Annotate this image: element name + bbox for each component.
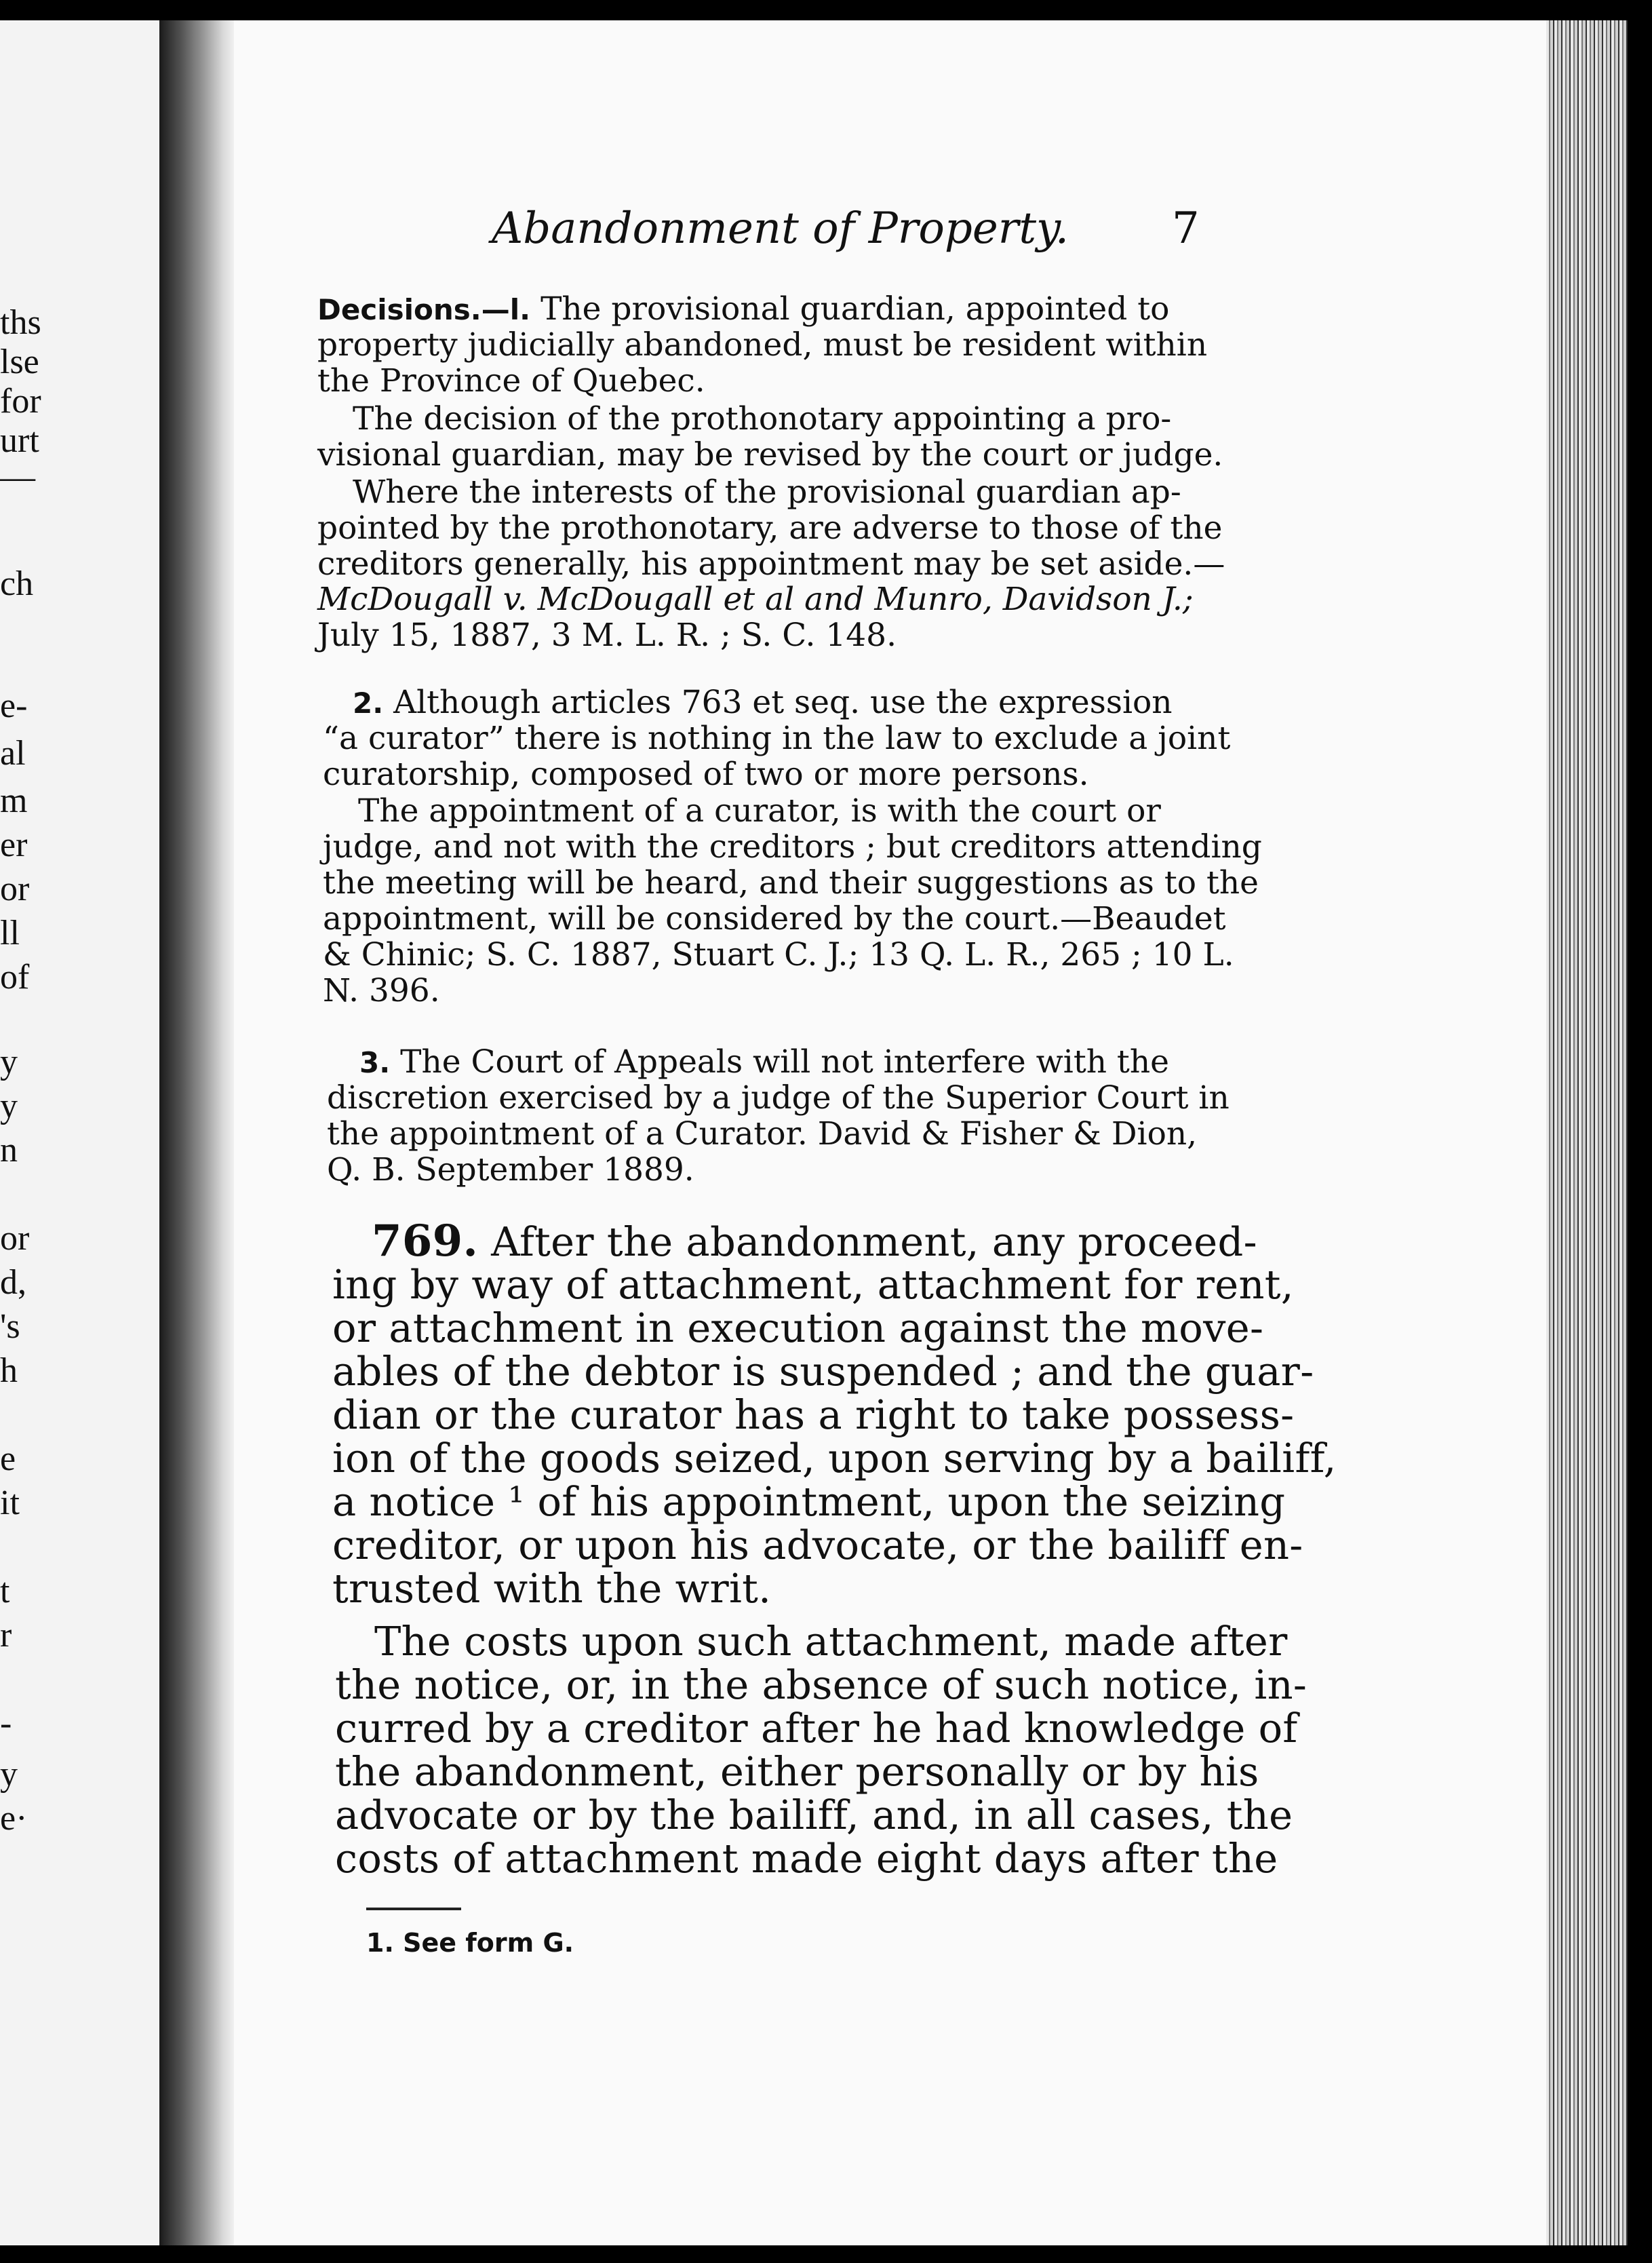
decision-line: The provisional guardian, appointed to — [540, 290, 1170, 328]
article-line: creditor, or upon his advocate, or the bailiff en- — [332, 1522, 1303, 1568]
decision-line: The decision of the prothonotary appointing a pro- — [353, 400, 1172, 438]
left-fragment: h — [0, 1351, 18, 1390]
left-fragment: or — [0, 870, 30, 908]
left-fragment: d, — [0, 1263, 26, 1302]
decision-line: discretion exercised by a judge of the Superior Court in — [327, 1079, 1230, 1117]
left-fragment: e· — [0, 1799, 28, 1838]
footnote: 1. See form G. — [366, 1928, 574, 1958]
decision-line: “a curator” there is nothing in the law to exclude a joint — [323, 720, 1231, 757]
left-fragment: m — [0, 781, 28, 820]
book-gutter — [159, 20, 234, 2245]
left-fragment: ch — [0, 564, 34, 603]
decision-line: the Province of Quebec. — [317, 362, 705, 400]
decision-2-first-line — [353, 685, 1173, 721]
decision-number: l. — [509, 293, 531, 326]
left-fragment: for — [0, 382, 41, 421]
article-line: the notice, or, in the absence of such notice, in- — [335, 1661, 1307, 1708]
decision-line: The Court of Appeals will not interfere with the — [400, 1043, 1169, 1081]
decision-line: appointment, will be considered by the court.—Beaudet — [323, 900, 1226, 937]
left-fragment: it — [0, 1484, 20, 1522]
decision-line: visional guardian, may be revised by the court or judge. — [317, 436, 1223, 473]
article-line: curred by a creditor after he had knowledge of — [335, 1705, 1298, 1752]
decision-line: Although articles 763 et seq. use the expression — [393, 684, 1173, 721]
decision-line: judge, and not with the creditors ; but creditors attending — [323, 828, 1262, 866]
decision-1-first-line — [317, 292, 1169, 328]
decision-3-first-line — [359, 1045, 1169, 1081]
decision-line: Q. B. September 1889. — [327, 1151, 694, 1188]
article-line: The costs upon such attachment, made after — [374, 1618, 1288, 1665]
decision-line: the meeting will be heard, and their suggestions as to the — [323, 864, 1259, 902]
left-fragment: lse — [0, 343, 39, 381]
left-fragment: ths — [0, 303, 41, 342]
left-fragment: of — [0, 958, 30, 997]
article-first-line — [372, 1216, 1257, 1266]
left-fragment: t — [0, 1572, 10, 1610]
decision-line: property judicially abandoned, must be resident within — [317, 326, 1208, 364]
article-line: a notice ¹ of his appointment, upon the seizing — [332, 1478, 1286, 1525]
article-line: the abandonment, either personally or by his — [335, 1748, 1259, 1795]
decision-line: Where the interests of the provisional guardian ap- — [353, 473, 1181, 511]
decision-line: N. 396. — [323, 972, 440, 1009]
left-fragment: n — [0, 1131, 18, 1169]
left-fragment: y — [0, 1087, 18, 1125]
left-fragment: er — [0, 826, 28, 864]
article-line: costs of attachment made eight days after the — [335, 1835, 1278, 1882]
decision-line: creditors generally, his appointment may be set aside.— — [317, 545, 1225, 583]
decision-number: 3. — [359, 1046, 391, 1079]
running-head: Abandonment of Property. — [492, 204, 1069, 254]
decision-line: McDougall v. McDougall et al and Munro, Davidson J.; — [317, 581, 1194, 618]
article-number: 769. — [372, 1216, 479, 1266]
left-fragment: 's — [0, 1307, 20, 1346]
left-fragment: y — [0, 1043, 18, 1081]
left-fragment: r — [0, 1616, 12, 1655]
left-fragment: - — [0, 1704, 12, 1743]
scan-border — [1628, 0, 1652, 2263]
footnote-rule — [366, 1908, 461, 1910]
decisions-heading: Decisions.— — [317, 293, 510, 326]
left-fragment: y — [0, 1755, 18, 1794]
article-line: ables of the debtor is suspended ; and the guar- — [332, 1348, 1314, 1395]
article-line: ion of the goods seized, upon serving by a bailiff, — [332, 1435, 1337, 1482]
page-edges — [1546, 20, 1628, 2245]
left-fragment: or — [0, 1219, 30, 1258]
article-line: trusted with the writ. — [332, 1565, 772, 1612]
decision-number: 2. — [353, 686, 384, 720]
left-fragment: ll — [0, 914, 20, 952]
decision-line: July 15, 1887, 3 M. L. R. ; S. C. 148. — [317, 617, 897, 654]
left-fragment: al — [0, 734, 26, 773]
article-line: ing by way of attachment, attachment for rent, — [332, 1261, 1294, 1308]
left-fragment: — — [0, 458, 35, 497]
decision-line: & Chinic; S. C. 1887, Stuart C. J.; 13 Q. L. R., 265 ; 10 L. — [323, 936, 1234, 973]
decision-line: pointed by the prothonotary, are adverse to those of the — [317, 509, 1223, 547]
page-number: 7 — [1172, 204, 1200, 254]
decision-line: curatorship, composed of two or more persons. — [323, 756, 1089, 793]
article-line: dian or the curator has a right to take possess- — [332, 1391, 1295, 1438]
article-line: advocate or by the bailiff, and, in all cases, the — [335, 1792, 1293, 1838]
left-page-edge — [0, 20, 159, 2245]
left-fragment: e- — [0, 686, 28, 725]
decision-line: The appointment of a curator, is with the court or — [358, 792, 1161, 830]
decision-line: the appointment of a Curator. David & Fisher & Dion, — [327, 1115, 1198, 1153]
left-fragment: urt — [0, 421, 39, 460]
left-fragment: e — [0, 1439, 16, 1478]
article-line: After the abandonment, any proceed- — [491, 1218, 1257, 1265]
article-line: or attachment in execution against the move- — [332, 1304, 1264, 1351]
